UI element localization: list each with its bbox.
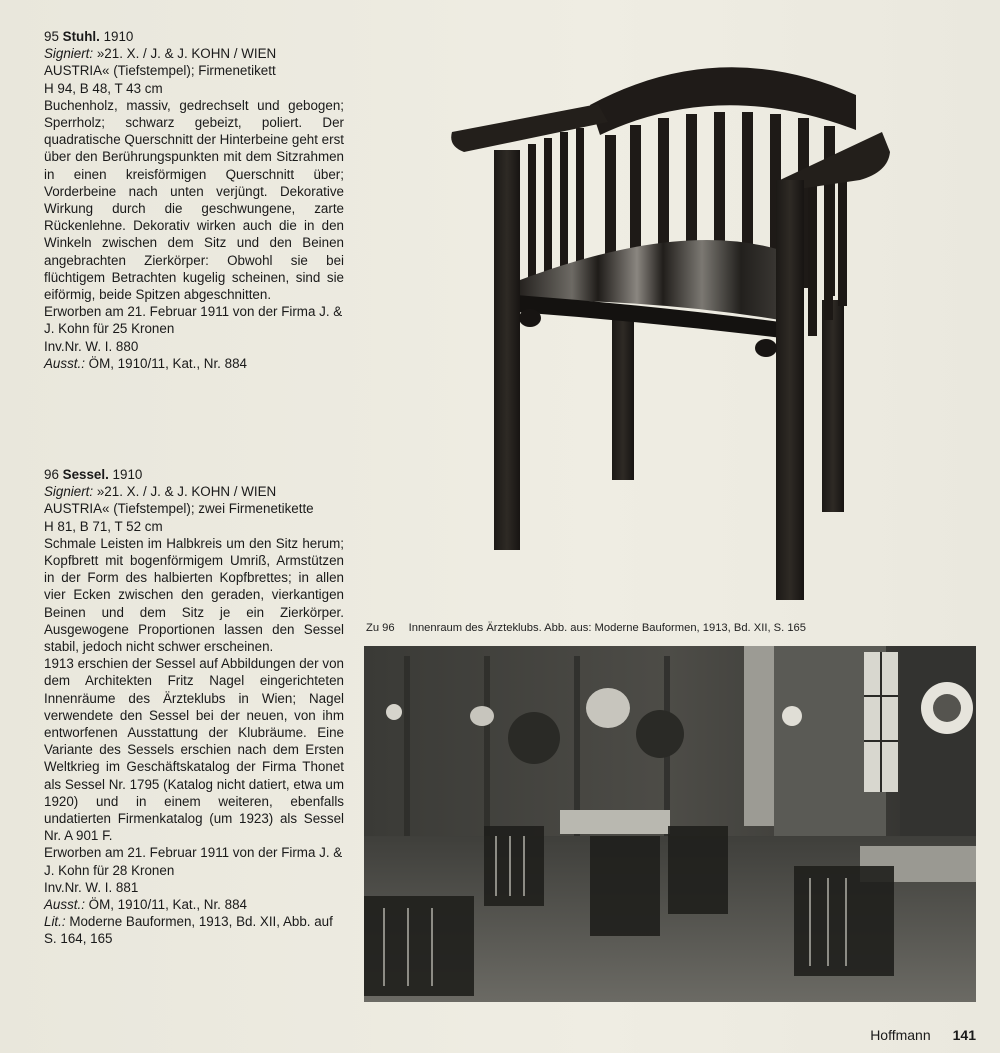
exhibition-text: ÖM, 1910/11, Kat., Nr. 884 [88, 355, 247, 371]
literature-line [44, 913, 344, 947]
exhibition-text: ÖM, 1910/11, Kat., Nr. 884 [88, 897, 247, 913]
entry-year: 1910 [103, 29, 134, 44]
entry-title: Stuhl. [62, 29, 100, 44]
signed-label: Signiert: [44, 484, 94, 500]
entry-year: 1910 [112, 467, 143, 482]
entry-heading [44, 466, 344, 483]
signed-text: »21. X. / J. & J. KOHN / WIEN AUSTRIA« (Tiefstempel); Firmenetikett [44, 46, 277, 79]
entry-number: 96 [44, 467, 59, 482]
entry-title: Sessel. [62, 467, 109, 482]
description: Buchenholz, massiv, gedrechselt und gebogen; Sperrholz; schwarz gebeizt, poliert. Der quadratische Querschnitt der Hinterbeine geht erst über den Berührungspunkten mit dem Sitzrahmen in einen kreisförmigen Querschnitt über; Vorderbeine nach unten verjüngt. Dekorative Wirkung durch die geschwungene, zarte Rückenlehne. Dekorativ wirken auch die in den Winkeln zwischen dem Sitz und den Beinen angebrachten Zierkörper: Obwohl sie bei flüchtigem Betrachten kugelig scheinen, sind sie eiförmig, beide Spitzen abgeschnitten. [44, 97, 344, 303]
signature-line [44, 483, 344, 517]
running-author: Hoffmann [870, 1027, 931, 1043]
chair-photo [420, 40, 920, 615]
room-photo [364, 646, 976, 1002]
acquisition: Erworben am 21. Februar 1911 von der Firma J. & J. Kohn für 28 Kronen [44, 845, 343, 878]
page-number: 141 [952, 1027, 976, 1043]
catalog-entry-95 [44, 28, 344, 372]
inventory-number: Inv.Nr. W. I. 881 [44, 879, 139, 895]
inventory-number: Inv.Nr. W. I. 880 [44, 338, 139, 354]
history: 1913 erschien der Sessel auf Abbildungen der von dem Architekten Fritz Nagel eingerichteten Innenräume des Ärzteklubs in Wien; Nagel verwendete den Sessel bei der neuen, von ihm entworfenen Ausstattung der Klubräume. Eine Variante des Sessels erschien nach dem Ersten Weltkrieg im Geschäftskatalog der Firma Thonet als Sessel Nr. 1795 (Katalog nicht datiert, etwa um 1920) und in einem weiteren, ebenfalls undatierten Firmenkatalog (um 1923) als Sessel Nr. A 901 F. [44, 656, 344, 844]
caption-ref: Zu 96 [366, 622, 395, 634]
catalog-entry-96 [44, 466, 344, 948]
exhibition-line [44, 355, 344, 372]
exhibition-label: Ausst.: [44, 897, 85, 913]
exhibition-label: Ausst.: [44, 355, 85, 371]
literature-text: Moderne Bauformen, 1913, Bd. XII, Abb. auf S. 164, 165 [44, 914, 333, 947]
caption-text: Innenraum des Ärzteklubs. Abb. aus: Moderne Bauformen, 1913, Bd. XII, S. 165 [408, 622, 806, 634]
exhibition-line [44, 896, 344, 913]
literature-label: Lit.: [44, 914, 66, 930]
signature-line [44, 45, 344, 79]
description: Schmale Leisten im Halbkreis um den Sitz herum; Kopfbrett mit bogenförmigem Umriß, Armstützen in der Form des halbierten Kopfbrettes; in allen vier Ecken zwischen den geraden, vierkantigen Beinen und dem Sitz je ein Zierkörper. Ausgewogene Proportionen lassen den Sessel stabil, jedoch nicht schwer erscheinen. [44, 535, 344, 655]
page-footer [870, 1027, 976, 1043]
figure-caption [366, 622, 986, 634]
acquisition: Erworben am 21. Februar 1911 von der Firma J. & J. Kohn für 25 Kronen [44, 304, 343, 337]
entry-heading [44, 28, 344, 45]
dimensions: H 81, B 71, T 52 cm [44, 518, 163, 534]
entry-number: 95 [44, 29, 59, 44]
dimensions: H 94, B 48, T 43 cm [44, 80, 163, 96]
signed-label: Signiert: [44, 46, 94, 62]
signed-text: »21. X. / J. & J. KOHN / WIEN AUSTRIA« (Tiefstempel); zwei Firmenetikette [44, 484, 314, 517]
